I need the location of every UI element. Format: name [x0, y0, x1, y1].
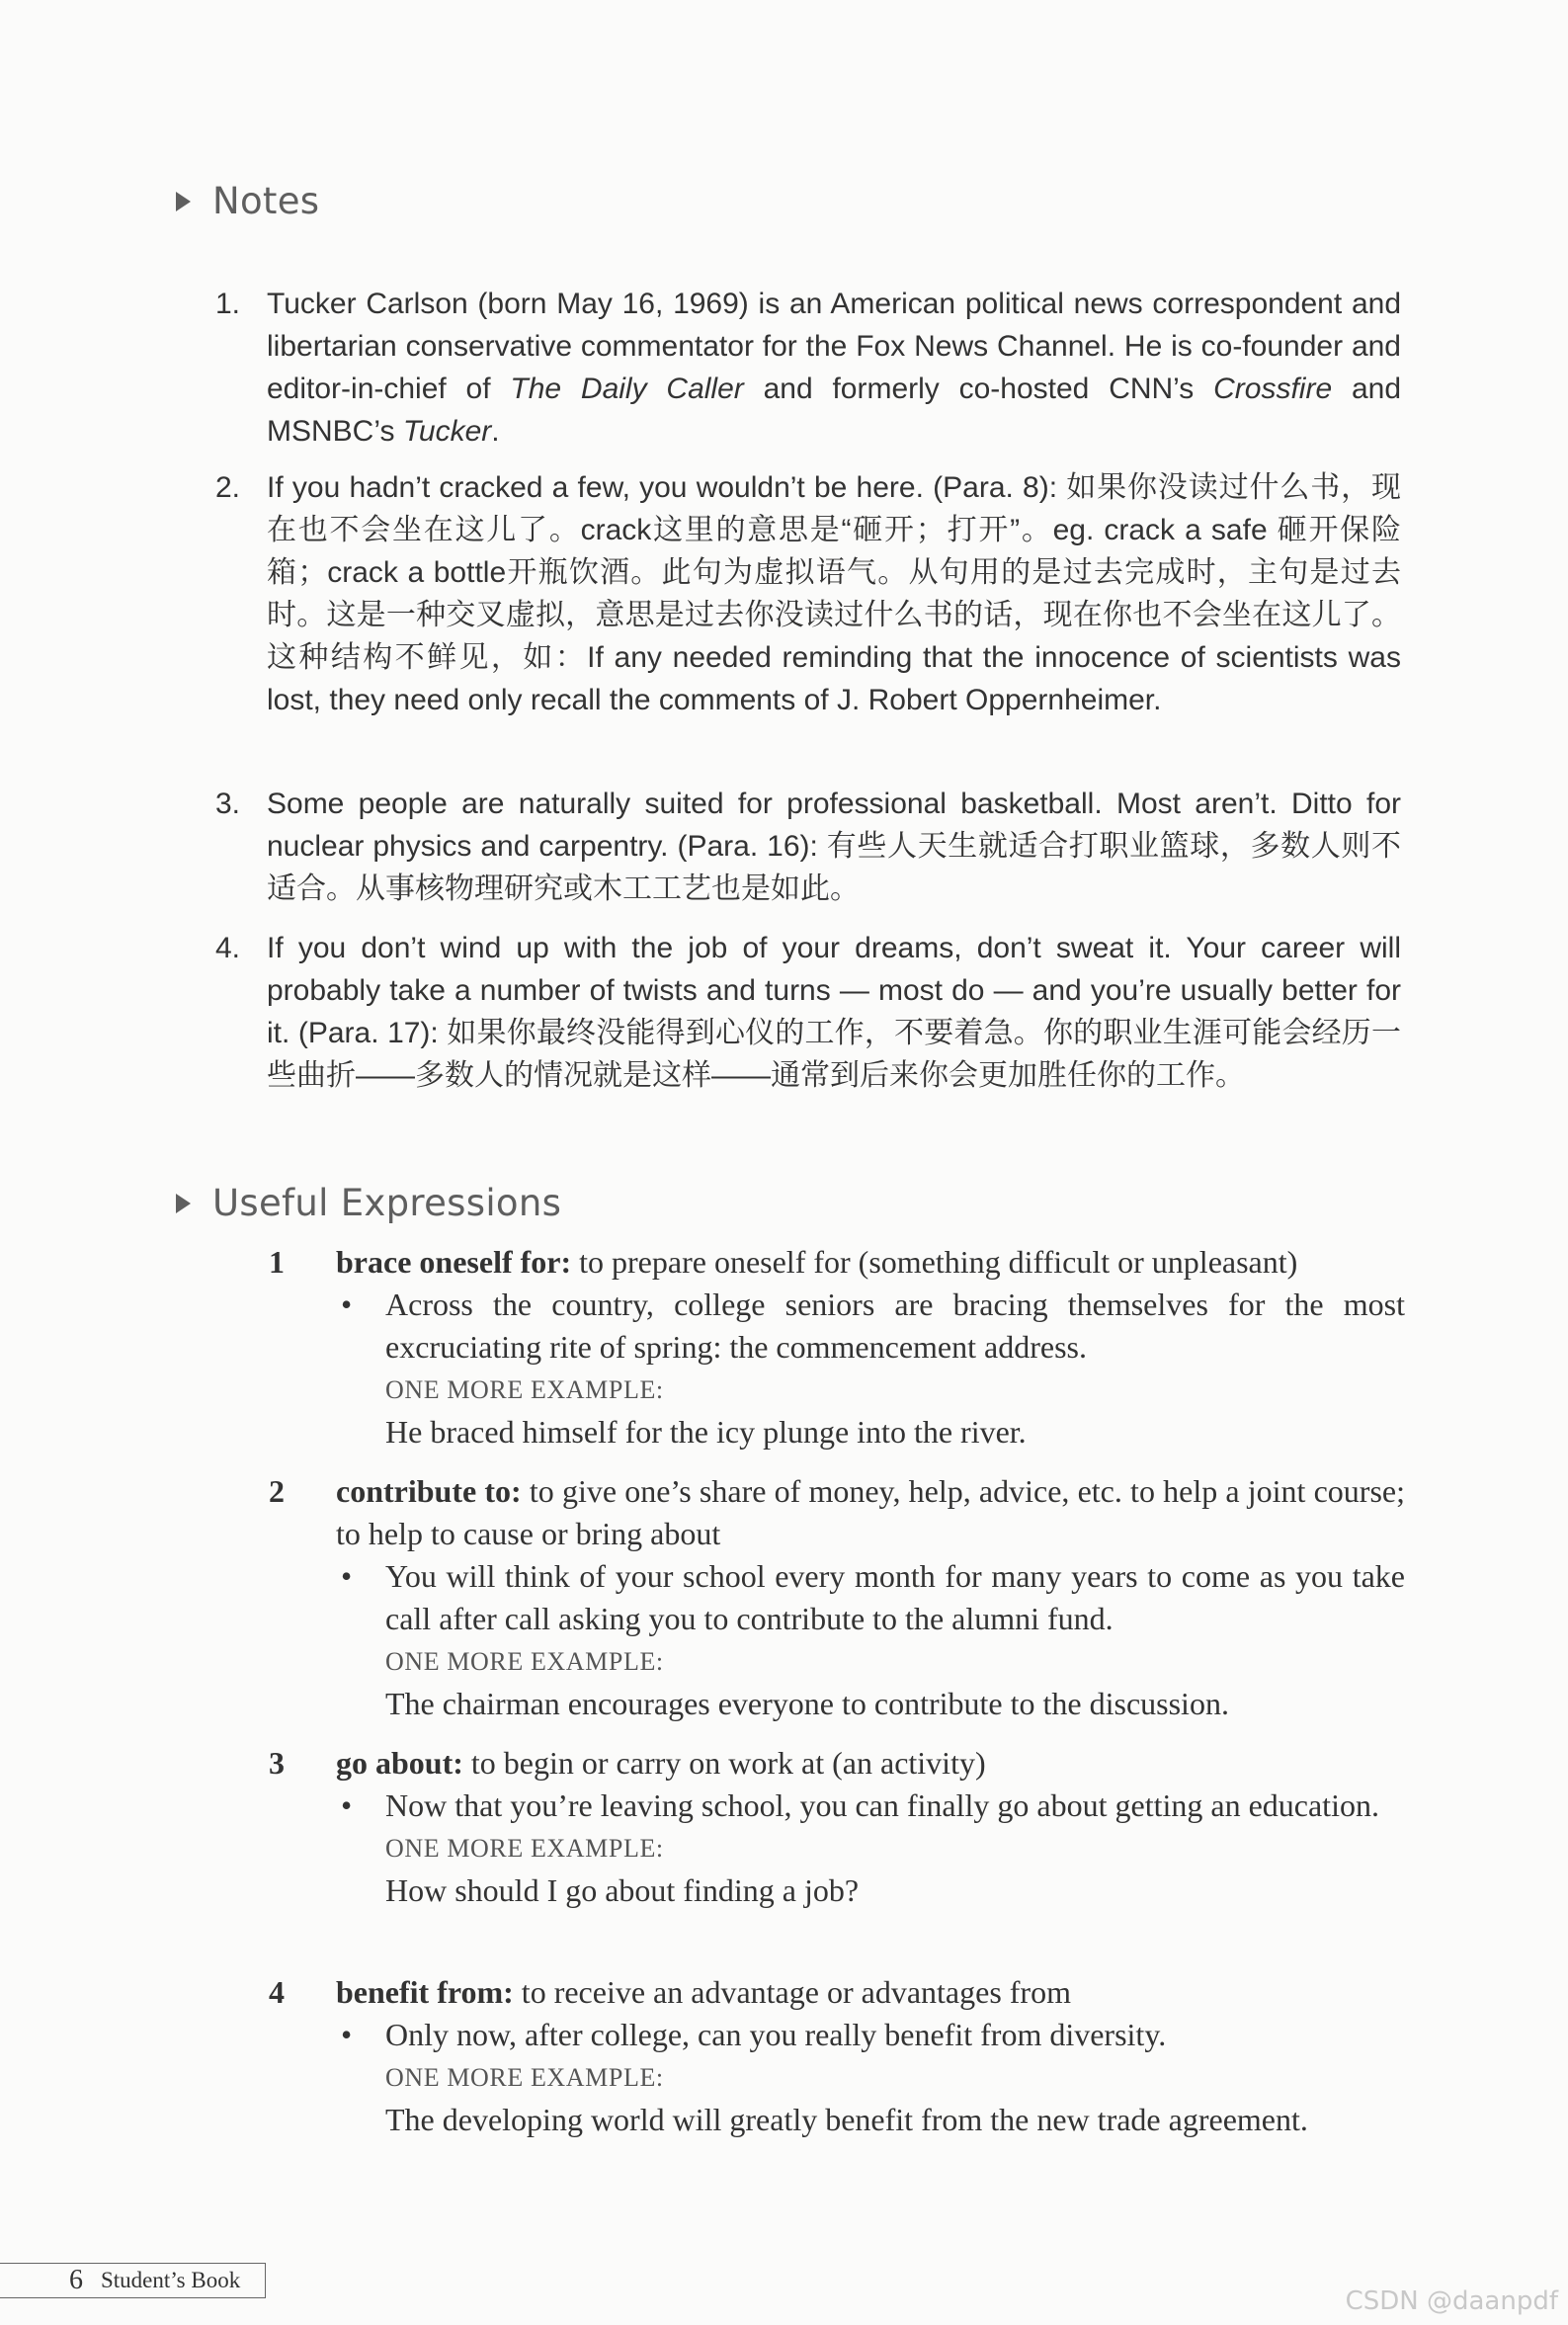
note-item [215, 283, 1401, 453]
expression-number: 1 [269, 1244, 285, 1280]
expression-term: contribute to: [336, 1473, 522, 1509]
note-number: 2. [215, 471, 241, 504]
one-more-example-label: ONE MORE EXAMPLE: [385, 2063, 664, 2092]
definition-text: to give one’s share of money, help, advice, etc. to help a joint course; to help to cause or bring about [336, 1473, 1406, 1551]
triangle-bullet-icon [176, 1194, 191, 1213]
note-text: Some people are naturally suited for professional basketball. Most aren’t. Ditto for nuclear physics and carpentry. (Para. 16): 有些人天生就适合打职业篮球，多数人则不适合。从事核物理研究或木工工艺也是如此。 [267, 788, 1401, 905]
note-title-italic: Tucker [402, 415, 492, 448]
note-item [215, 466, 1401, 721]
expression-item [269, 1971, 1405, 2141]
expression-term: brace oneself for: [336, 1244, 572, 1280]
definition-text: to receive an advantage or advantages from [513, 1974, 1071, 2010]
expression-example [341, 1284, 1405, 1369]
expression-term: go about: [336, 1745, 463, 1781]
more-example-text: The developing world will greatly benefit from the new trade agreement. [385, 2102, 1308, 2137]
example-text: Now that you’re leaving school, you can finally go about getting an education. [385, 1787, 1379, 1823]
note-number: 4. [215, 932, 241, 964]
note-item [215, 783, 1401, 910]
watermark: CSDN @daanpdf [1345, 2286, 1558, 2316]
note-text-part: and formerly co-hosted CNN’s [743, 373, 1214, 405]
expression-example [341, 1555, 1405, 1640]
bullet-icon: • [341, 2017, 353, 2052]
triangle-bullet-icon [176, 192, 191, 211]
expression-item [269, 1470, 1405, 1725]
note-item [215, 927, 1401, 1097]
notes-heading-text: Notes [212, 180, 320, 222]
expression-example [341, 1785, 1405, 1827]
expression-item [269, 1742, 1405, 1912]
expression-definition [336, 1470, 1405, 1555]
note-text-part: . [491, 415, 500, 448]
one-more-example-label: ONE MORE EXAMPLE: [385, 1375, 664, 1404]
one-more-example-label: ONE MORE EXAMPLE: [385, 1834, 664, 1863]
expression-number: 2 [269, 1473, 285, 1509]
expressions-heading [176, 1182, 561, 1224]
note-text-part: and MSNBC’s [267, 373, 1402, 448]
example-text: Across the country, college seniors are bracing themselves for the most excruciating rite of spring: the commencement address. [385, 1287, 1405, 1365]
expression-number: 4 [269, 1974, 285, 2010]
note-text: If you hadn’t cracked a few, you wouldn’t be here. (Para. 8): 如果你没读过什么书，现在也不会坐在这儿了。crack这里的意思是“砸开；打开”。eg. crack a safe 砸开保险箱；crack a bottle开瓶饮酒。此句为虚拟语气。从句用的是过去完成时，主句是过去时。这是一种交叉虚拟，意思是过去你没读过什么书的话，现在你也不会坐在这儿了。这种结构不鲜见，如：If any needed reminding that the innocence of scientists was lost, they need only recall the comments of J. Robert Oppernheimer. [267, 471, 1401, 716]
expression-number: 3 [269, 1745, 285, 1781]
note-text-part: Tucker Carlson (born May 16, 1969) is an American political news correspondent and libertarian conservative commentator for the Fox News Channel. He is co-founder and editor-in-chief of [267, 288, 1401, 405]
bullet-icon: • [341, 1558, 353, 1594]
expression-item [269, 1241, 1405, 1453]
expression-definition [336, 1971, 1405, 2014]
expression-example [341, 2014, 1405, 2056]
more-example-text: The chairman encourages everyone to contribute to the discussion. [385, 1686, 1229, 1721]
page-footer [0, 2263, 266, 2298]
page-number: 6 [69, 2265, 83, 2295]
definition-text: to prepare oneself for (something difficult or unpleasant) [571, 1244, 1298, 1280]
note-number: 1. [215, 288, 241, 320]
note-title-italic: The Daily Caller [510, 373, 744, 405]
note-title-italic: Crossfire [1213, 373, 1333, 405]
book-title: Student’s Book [101, 2268, 241, 2292]
example-text: Only now, after college, can you really benefit from diversity. [385, 2017, 1167, 2052]
example-text: You will think of your school every month for many years to come as you take call after call asking you to contribute to the alumni fund. [385, 1558, 1405, 1636]
expression-term: benefit from: [336, 1974, 514, 2010]
more-example-text: How should I go about finding a job? [385, 1872, 860, 1908]
expressions-heading-text: Useful Expressions [212, 1182, 562, 1224]
notes-heading [176, 180, 319, 222]
definition-text: to begin or carry on work at (an activity) [462, 1745, 986, 1781]
expression-definition [336, 1742, 1405, 1785]
note-number: 3. [215, 788, 241, 820]
one-more-example-label: ONE MORE EXAMPLE: [385, 1647, 664, 1676]
note-text: If you don’t wind up with the job of your dreams, don’t sweat it. Your career will probably take a number of twists and turns — most do — and you’re usually better for it. (Para. 17): 如果你最终没能得到心仪的工作，不要着急。你的职业生涯可能会经历一些曲折——多数人的情况就是这样——通常到后来你会更加胜任你的工作。 [267, 932, 1401, 1092]
bullet-icon: • [341, 1287, 353, 1322]
more-example-text: He braced himself for the icy plunge into the river. [385, 1414, 1027, 1450]
note-text [267, 283, 1401, 453]
bullet-icon: • [341, 1787, 353, 1823]
expression-definition [336, 1241, 1405, 1284]
